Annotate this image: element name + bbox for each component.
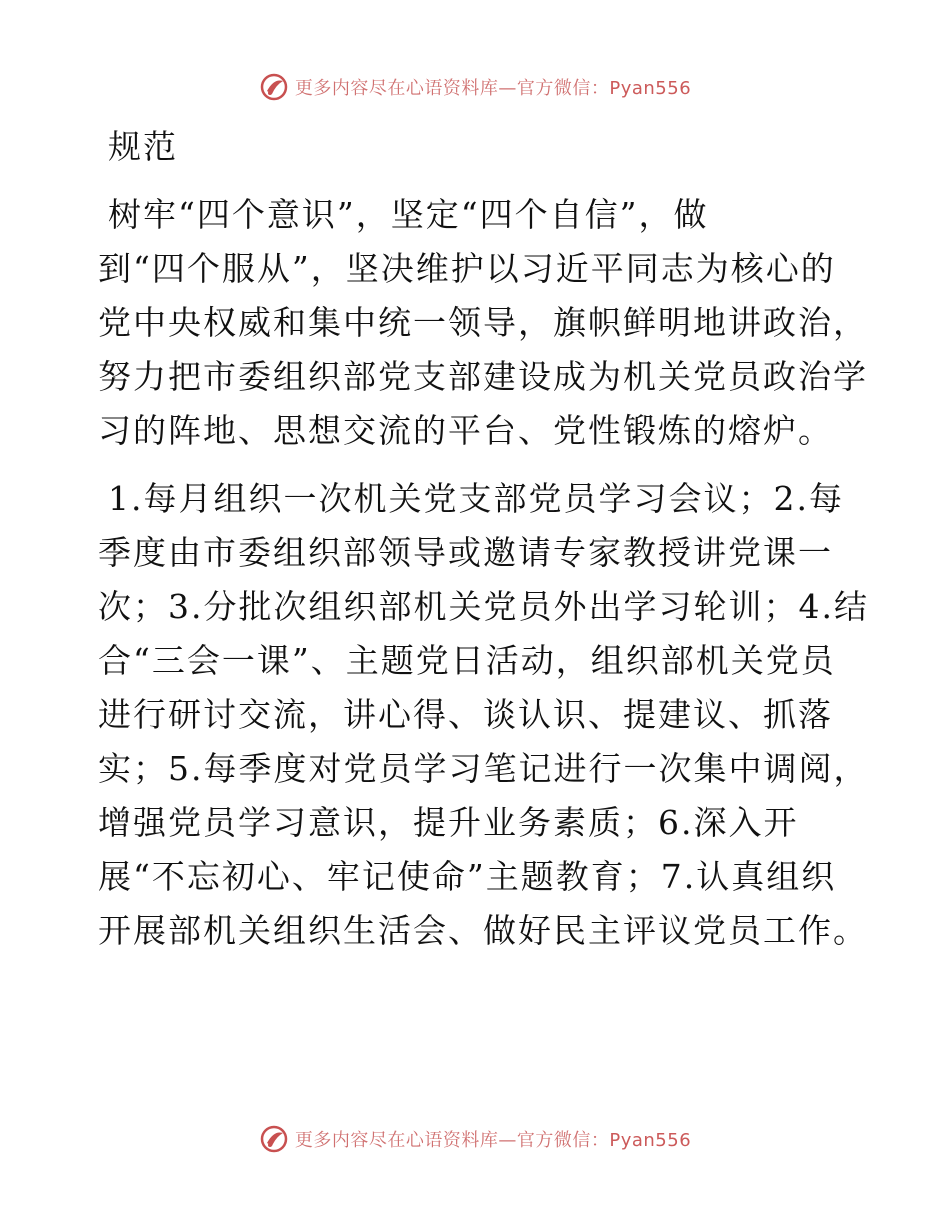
watermark-text: 更多内容尽在心语资料库—官方微信：Pyan556 xyxy=(294,78,692,99)
paragraph-line: 习的阵地、思想交流的平台、党性锻炼的熔炉。 xyxy=(98,411,833,450)
section-heading: 规范 xyxy=(108,127,178,166)
paragraph-line: 合“三会一课”、主题党日活动，组织部机关党员 xyxy=(98,641,836,680)
paragraph-measures-list xyxy=(98,472,869,958)
logo-icon xyxy=(259,1124,289,1154)
document-body xyxy=(98,120,869,958)
paragraph-line: 开展部机关组织生活会、做好民主评议党员工作。 xyxy=(98,911,868,950)
paragraph-line: 到“四个服从”，坚决维护以习近平同志为核心的 xyxy=(98,249,836,288)
paragraph-line: 季度由市委组织部领导或邀请专家教授讲党课一 xyxy=(98,533,833,572)
paragraph-line: 增强党员学习意识，提升业务素质；6.深入开 xyxy=(98,803,799,842)
footer-watermark xyxy=(0,1124,950,1154)
paragraph-line: 努力把市委组织部党支部建设成为机关党员政治学 xyxy=(98,357,868,396)
paragraph-line: 次；3.分批次组织部机关党员外出学习轮训；4.结 xyxy=(98,587,869,626)
watermark-text: 更多内容尽在心语资料库—官方微信：Pyan556 xyxy=(294,1130,692,1151)
paragraph-political-study xyxy=(98,188,868,458)
paragraph-line: 展“不忘初心、牢记使命”主题教育；7.认真组织 xyxy=(98,857,837,896)
paragraph-line: 树牢“四个意识”，坚定“四个自信”，做 xyxy=(108,195,709,234)
logo-icon xyxy=(259,72,289,102)
header-watermark xyxy=(0,72,950,102)
paragraph-line: 实；5.每季度对党员学习笔记进行一次集中调阅， xyxy=(98,749,869,788)
paragraph-line: 进行研讨交流，讲心得、谈认识、提建议、抓落 xyxy=(98,695,833,734)
paragraph-line: 党中央权威和集中统一领导，旗帜鲜明地讲政治， xyxy=(98,303,868,342)
paragraph-line: 1.每月组织一次机关党支部党员学习会议；2.每 xyxy=(108,479,844,518)
